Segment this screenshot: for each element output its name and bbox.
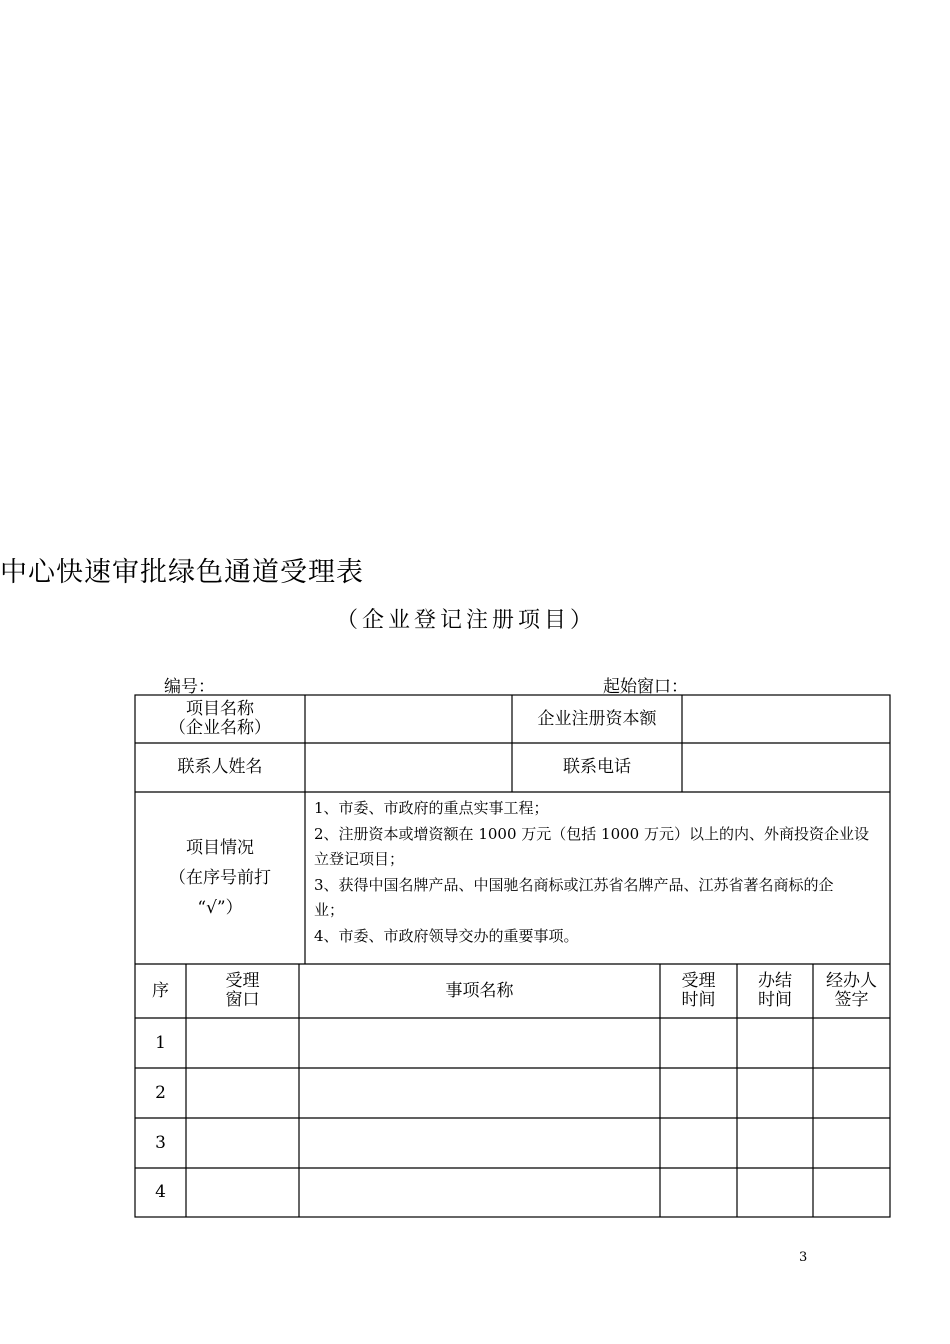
project-situation-line3: “√”） [197,898,243,918]
registered-capital-input[interactable] [682,695,890,743]
criteria-item-3-cont: 业； [314,901,345,919]
header-handler-signature [813,964,890,1018]
criteria-item-2-cont: 立登记项目； [314,850,405,868]
page-number: 3 [799,1250,808,1265]
project-name-input[interactable] [305,695,512,743]
row-seq-2: 2 [155,1082,166,1103]
table-row-seq [135,1018,186,1068]
header-finish-time [737,964,813,1018]
number-label: 编号： [164,677,215,697]
header-accept-time-line2: 时间 [681,990,716,1010]
document-title: 中心快速审批绿色通道受理表 [0,557,364,588]
criteria-item-4[interactable]: 4、市委、市政府领导交办的重要事项。 [314,926,579,945]
header-seq [135,964,186,1018]
header-seq-text: 序 [152,980,169,1001]
phone-label-text: 联系电话 [563,757,631,777]
registered-capital-label [512,695,682,743]
project-situation-label [135,792,305,964]
contact-name-label [135,743,305,792]
table-row-seq [135,1168,186,1217]
criteria-item-2[interactable]: 2、注册资本或增资额在 1000 万元（包括 1000 万元）以上的内、外商投资企业设 [314,824,869,843]
row-seq-4: 4 [155,1182,166,1202]
phone-input[interactable] [682,743,890,792]
document-subtitle: （企业登记注册项目） [336,608,597,633]
contact-name-input[interactable] [305,743,512,792]
criteria-item-3[interactable]: 3、获得中国名牌产品、中国驰名商标或江苏省名牌产品、江苏省著名商标的企 [314,875,834,894]
header-item-name-text: 事项名称 [445,980,514,1001]
header-item-name [299,964,660,1018]
header-accept-time-line1: 受理 [681,971,716,991]
header-window [186,964,299,1018]
criteria-item-1[interactable]: 1、市委、市政府的重点实事工程； [314,799,549,817]
project-name-label-line1: 项目名称 [186,699,254,719]
project-name-label-line2: （企业名称） [169,718,271,738]
contact-name-label-text: 联系人姓名 [177,757,263,777]
header-window-line2: 窗口 [225,990,260,1010]
registered-capital-label-text: 企业注册资本额 [537,708,657,729]
header-finish-time-line1: 办结 [758,971,792,991]
header-window-line1: 受理 [225,971,260,991]
header-accept-time [660,964,737,1018]
phone-label [512,743,682,792]
project-criteria-list [314,796,884,949]
header-handler-line1: 经办人 [826,971,877,991]
project-name-label [135,695,305,743]
start-window-label: 起始窗口： [603,677,688,697]
row-seq-1: 1 [155,1032,166,1053]
table-row-seq [135,1068,186,1118]
project-situation-line2: （在序号前打 [169,868,271,888]
header-finish-time-line2: 时间 [758,990,792,1010]
project-situation-line1: 项目情况 [186,838,254,858]
row-seq-3: 3 [155,1132,166,1153]
table-row-seq [135,1118,186,1168]
header-handler-line2: 签字 [834,990,869,1010]
